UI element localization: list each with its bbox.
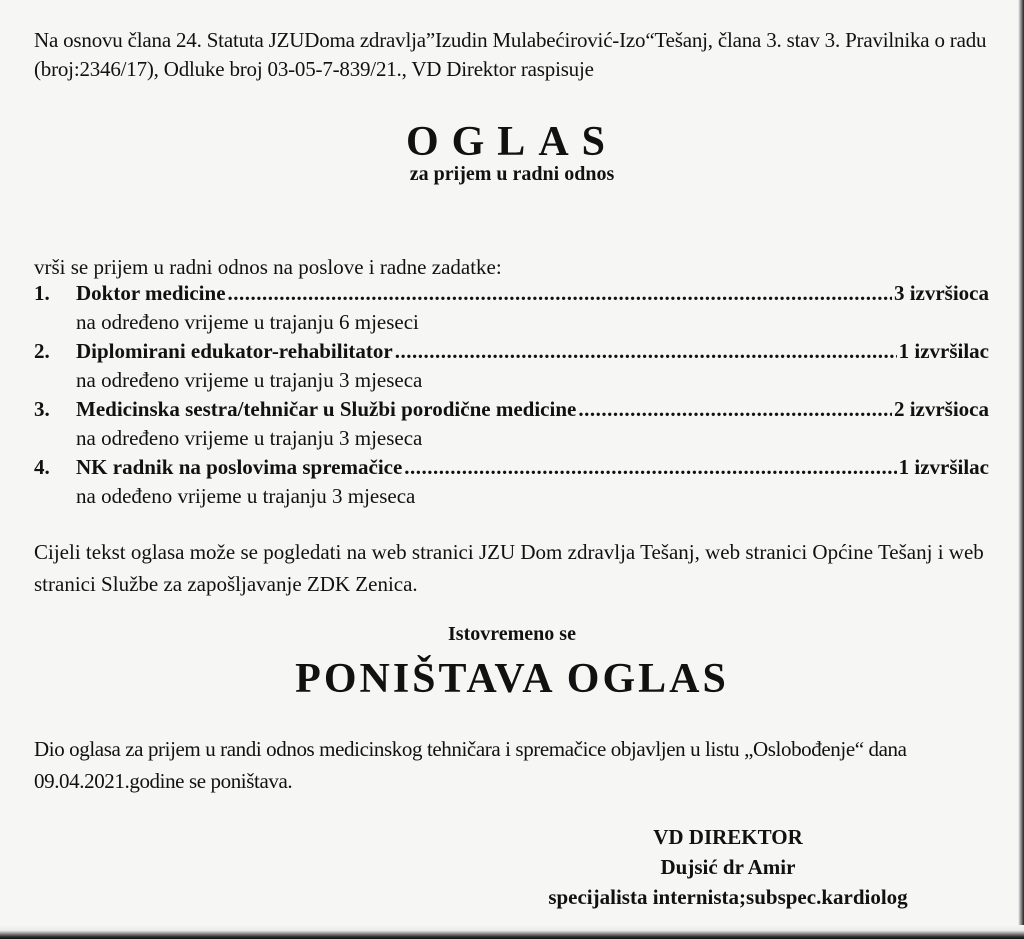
position-term: na određeno vrijeme u trajanju 3 mjeseca xyxy=(76,368,423,392)
position-count: 1 izvršilac xyxy=(898,339,989,363)
simultaneously-heading: Istovremeno se xyxy=(448,623,576,645)
position-item xyxy=(34,394,989,452)
position-item xyxy=(34,452,989,510)
position-term: na određeno vrijeme u trajanju 6 mjeseci xyxy=(76,310,419,334)
signature-title: specijalista internista;subspec.kardiolog xyxy=(548,885,908,909)
signature-role: VD DIREKTOR xyxy=(653,825,803,849)
annulment-text: Dio oglasa za prijem u randi odnos medicinskog tehničara i spremačice objavljen u listu „Oslobođenje“ dana 09.04.2021.godine se poništava. xyxy=(34,737,907,793)
dotted-leader xyxy=(404,452,896,482)
intro-paragraph: Na osnovu člana 24. Statuta JZUDoma zdravlja”Izudin Mulabećirović-Izo“Tešanj, člana 3. stav 3. Pravilnika o radu (broj:2346/17), Odluke broj 03-05-7-839/21., VD Direktor raspisuje xyxy=(34,28,987,81)
dotted-leader xyxy=(578,394,892,424)
annulment-title: PONIŠTAVA OGLAS xyxy=(295,656,729,702)
announcement-title: OGLAS xyxy=(405,119,619,165)
position-item xyxy=(34,336,989,394)
position-number: 3. xyxy=(34,397,50,421)
positions-lead: vrši se prijem u radni odnos na poslove i radne zadatke: xyxy=(34,255,502,279)
position-item xyxy=(34,278,989,336)
position-count: 3 izvršioca xyxy=(893,281,989,305)
position-count: 1 izvršilac xyxy=(898,455,989,479)
position-name: NK radnik na poslovima spremačice xyxy=(76,455,403,479)
position-number: 1. xyxy=(34,281,50,305)
positions-list xyxy=(34,278,989,510)
position-name: Medicinska sestra/tehničar u Službi porodične medicine xyxy=(76,397,577,421)
dotted-leader xyxy=(395,336,897,366)
position-term: na određeno vrijeme u trajanju 3 mjeseca xyxy=(76,426,423,450)
signature-block xyxy=(508,822,948,912)
position-name: Diplomirani edukator-rehabilitator xyxy=(76,339,393,363)
position-term: na odeđeno vrijeme u trajanju 3 mjeseca xyxy=(76,484,416,508)
paper-edge-shadow xyxy=(1018,0,1024,939)
position-count: 2 izvršioca xyxy=(893,397,989,421)
position-name: Doktor medicine xyxy=(76,281,226,305)
position-number: 2. xyxy=(34,339,50,363)
position-number: 4. xyxy=(34,455,50,479)
paper-bottom-edge xyxy=(0,925,1024,939)
full-text-note: Cijeli tekst oglasa može se pogledati na web stranici JZU Dom zdravlja Tešanj, web stranici Općine Tešanj i web stranici Službe za zapošljavanje ZDK Zenica. xyxy=(34,540,984,596)
announcement-subtitle: za prijem u radni odnos xyxy=(409,163,615,185)
signature-name: Dujsić dr Amir xyxy=(660,855,796,879)
dotted-leader xyxy=(228,278,892,308)
